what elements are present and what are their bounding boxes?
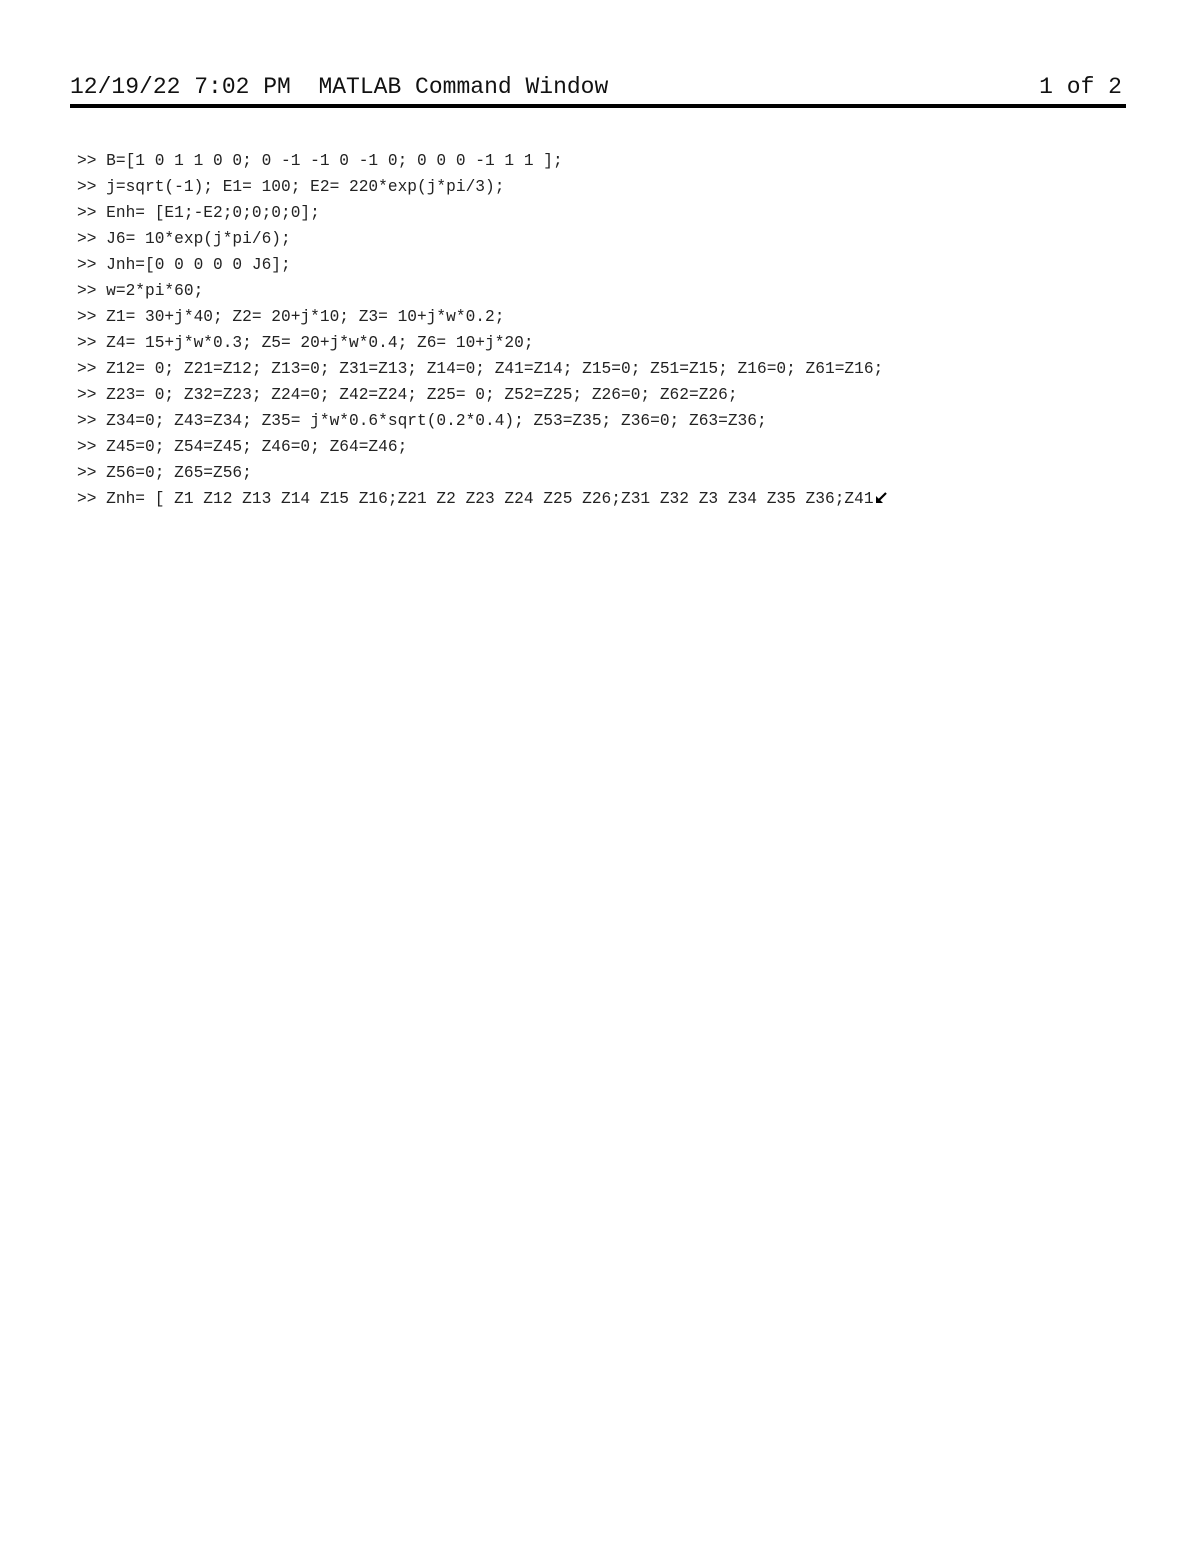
command-line — [77, 408, 1127, 434]
header-title: 12/19/22 7:02 PM MATLAB Command Window — [70, 74, 609, 100]
line-text: >> Jnh=[0 0 0 0 0 J6]; — [77, 256, 291, 274]
command-line — [77, 486, 1127, 512]
command-line — [77, 304, 1127, 330]
line-text: >> Z12= 0; Z21=Z12; Z13=0; Z31=Z13; Z14=0; Z41=Z14; Z15=0; Z51=Z15; Z16=0; Z61=Z16; — [77, 360, 884, 378]
line-text: >> Enh= [E1;-E2;0;0;0;0]; — [77, 204, 320, 222]
command-line — [77, 278, 1127, 304]
header-rule — [70, 104, 1126, 108]
line-text: >> Z23= 0; Z32=Z23; Z24=0; Z42=Z24; Z25= 0; Z52=Z25; Z26=0; Z62=Z26; — [77, 386, 738, 404]
command-line — [77, 356, 1127, 382]
line-text: >> Z45=0; Z54=Z45; Z46=0; Z64=Z46; — [77, 438, 408, 456]
page-number: 1 of 2 — [1039, 74, 1122, 100]
line-text: >> J6= 10*exp(j*pi/6); — [77, 230, 291, 248]
command-line — [77, 174, 1127, 200]
line-text: >> B=[1 0 1 1 0 0; 0 -1 -1 0 -1 0; 0 0 0 -1 1 1 ]; — [77, 152, 563, 170]
line-text: >> Z4= 15+j*w*0.3; Z5= 20+j*w*0.4; Z6= 10+j*20; — [77, 334, 534, 352]
command-line — [77, 460, 1127, 486]
line-text: >> w=2*pi*60; — [77, 282, 204, 300]
print-header — [70, 74, 1126, 106]
line-continuation-arrow-icon — [874, 491, 888, 505]
line-text: >> j=sqrt(-1); E1= 100; E2= 220*exp(j*pi/3); — [77, 178, 505, 196]
command-line — [77, 252, 1127, 278]
line-text: >> Znh= [ Z1 Z12 Z13 Z14 Z15 Z16;Z21 Z2 Z23 Z24 Z25 Z26;Z31 Z32 Z3 Z34 Z35 Z36;Z41 — [77, 490, 874, 508]
command-line — [77, 382, 1127, 408]
line-text: >> Z1= 30+j*40; Z2= 20+j*10; Z3= 10+j*w*0.2; — [77, 308, 505, 326]
command-line — [77, 200, 1127, 226]
command-line — [77, 434, 1127, 460]
command-line — [77, 330, 1127, 356]
line-text: >> Z56=0; Z65=Z56; — [77, 464, 252, 482]
line-text: >> Z34=0; Z43=Z34; Z35= j*w*0.6*sqrt(0.2*0.4); Z53=Z35; Z36=0; Z63=Z36; — [77, 412, 767, 430]
command-line — [77, 226, 1127, 252]
command-window-content — [77, 148, 1127, 512]
command-line — [77, 148, 1127, 174]
